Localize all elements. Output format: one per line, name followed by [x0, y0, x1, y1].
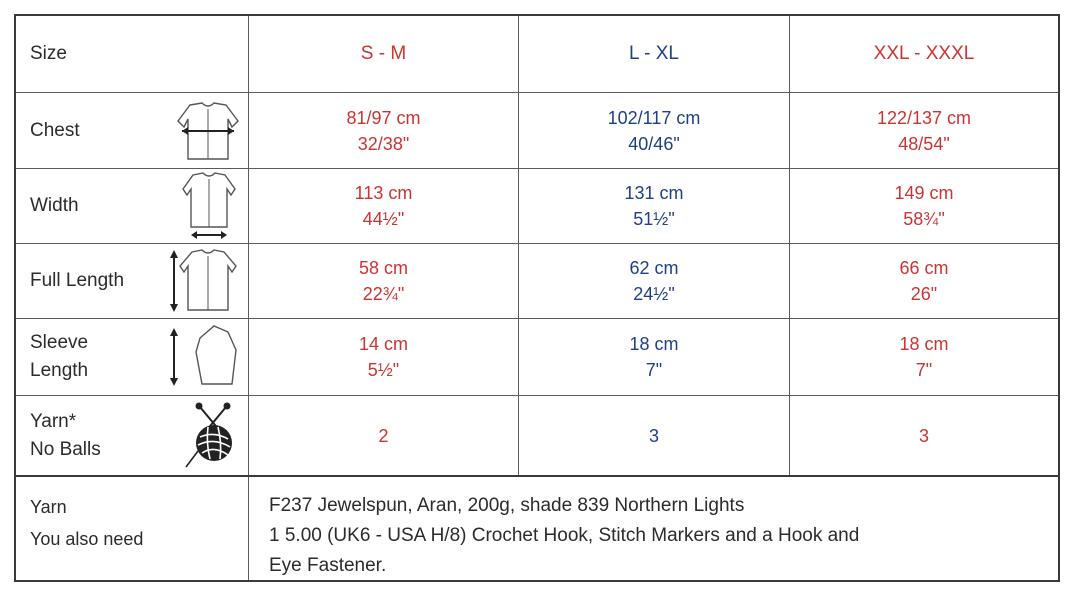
garment-chest-width-icon [176, 93, 240, 168]
yarn-label: Yarn [30, 497, 67, 517]
row-label-chest: Chest [16, 93, 249, 168]
width-s-m: 113 cm 44½" [249, 169, 519, 243]
balls-xxl-xxxl: 3 [918, 425, 929, 446]
you-also-need-label: You also need [30, 529, 144, 549]
row-label-yarn-balls: Yarn* No Balls [16, 396, 249, 475]
materials-details [249, 477, 1058, 580]
chest-l-xl: 102/117 cm 40/46" [519, 93, 790, 168]
size-xxl-xxxl: XXL - XXXL [873, 43, 975, 64]
table-row [16, 396, 1058, 477]
chest-xxl-xxxl: 122/137 cm 48/54" [876, 107, 972, 154]
chest-s-m: 81/97 cm 32/38" [249, 93, 519, 168]
row-label-full-length: Full Length [16, 244, 249, 318]
garment-width-icon [181, 169, 237, 243]
sleeve-xxl-xxxl: 18 cm 7" [899, 334, 949, 380]
notions-line-2: Eye Fastener. [269, 555, 387, 576]
row-label-sleeve-length: Sleeve Length [16, 319, 249, 395]
size-chart-table [14, 14, 1060, 582]
size-l-xl: L - XL [519, 16, 790, 92]
notions-line-1: 1 5.00 (UK6 - USA H/8) Crochet Hook, Stitch Markers and a Hook and [269, 525, 860, 546]
sleeve-s-m: 14 cm 5½" [249, 319, 519, 395]
width-l-xl: 131 cm 51½" [519, 169, 790, 243]
balls-s-m: 2 [249, 396, 519, 475]
size-label: Size [16, 16, 249, 92]
table-row [16, 93, 1058, 169]
materials-labels [16, 477, 249, 580]
size-s-m: S - M [249, 16, 519, 92]
balls-l-xl: 3 [519, 396, 790, 475]
table-row [16, 244, 1058, 319]
yarn-details: F237 Jewelspun, Aran, 200g, shade 839 Northern Lights [269, 495, 745, 516]
width-xxl-xxxl: 149 cm 58¾" [894, 183, 954, 229]
garment-full-length-icon [166, 244, 238, 318]
sleeve-length-icon [166, 319, 238, 395]
yarn-ball-needles-icon [184, 396, 240, 475]
table-row [16, 319, 1058, 396]
header-row [16, 16, 1058, 93]
length-s-m: 58 cm 22¾" [249, 244, 519, 318]
table-row [16, 169, 1058, 244]
length-xxl-xxxl: 66 cm 26" [899, 258, 949, 304]
row-label-width: Width [16, 169, 249, 243]
length-l-xl: 62 cm 24½" [519, 244, 790, 318]
sleeve-l-xl: 18 cm 7" [519, 319, 790, 395]
materials-section [16, 477, 1058, 580]
